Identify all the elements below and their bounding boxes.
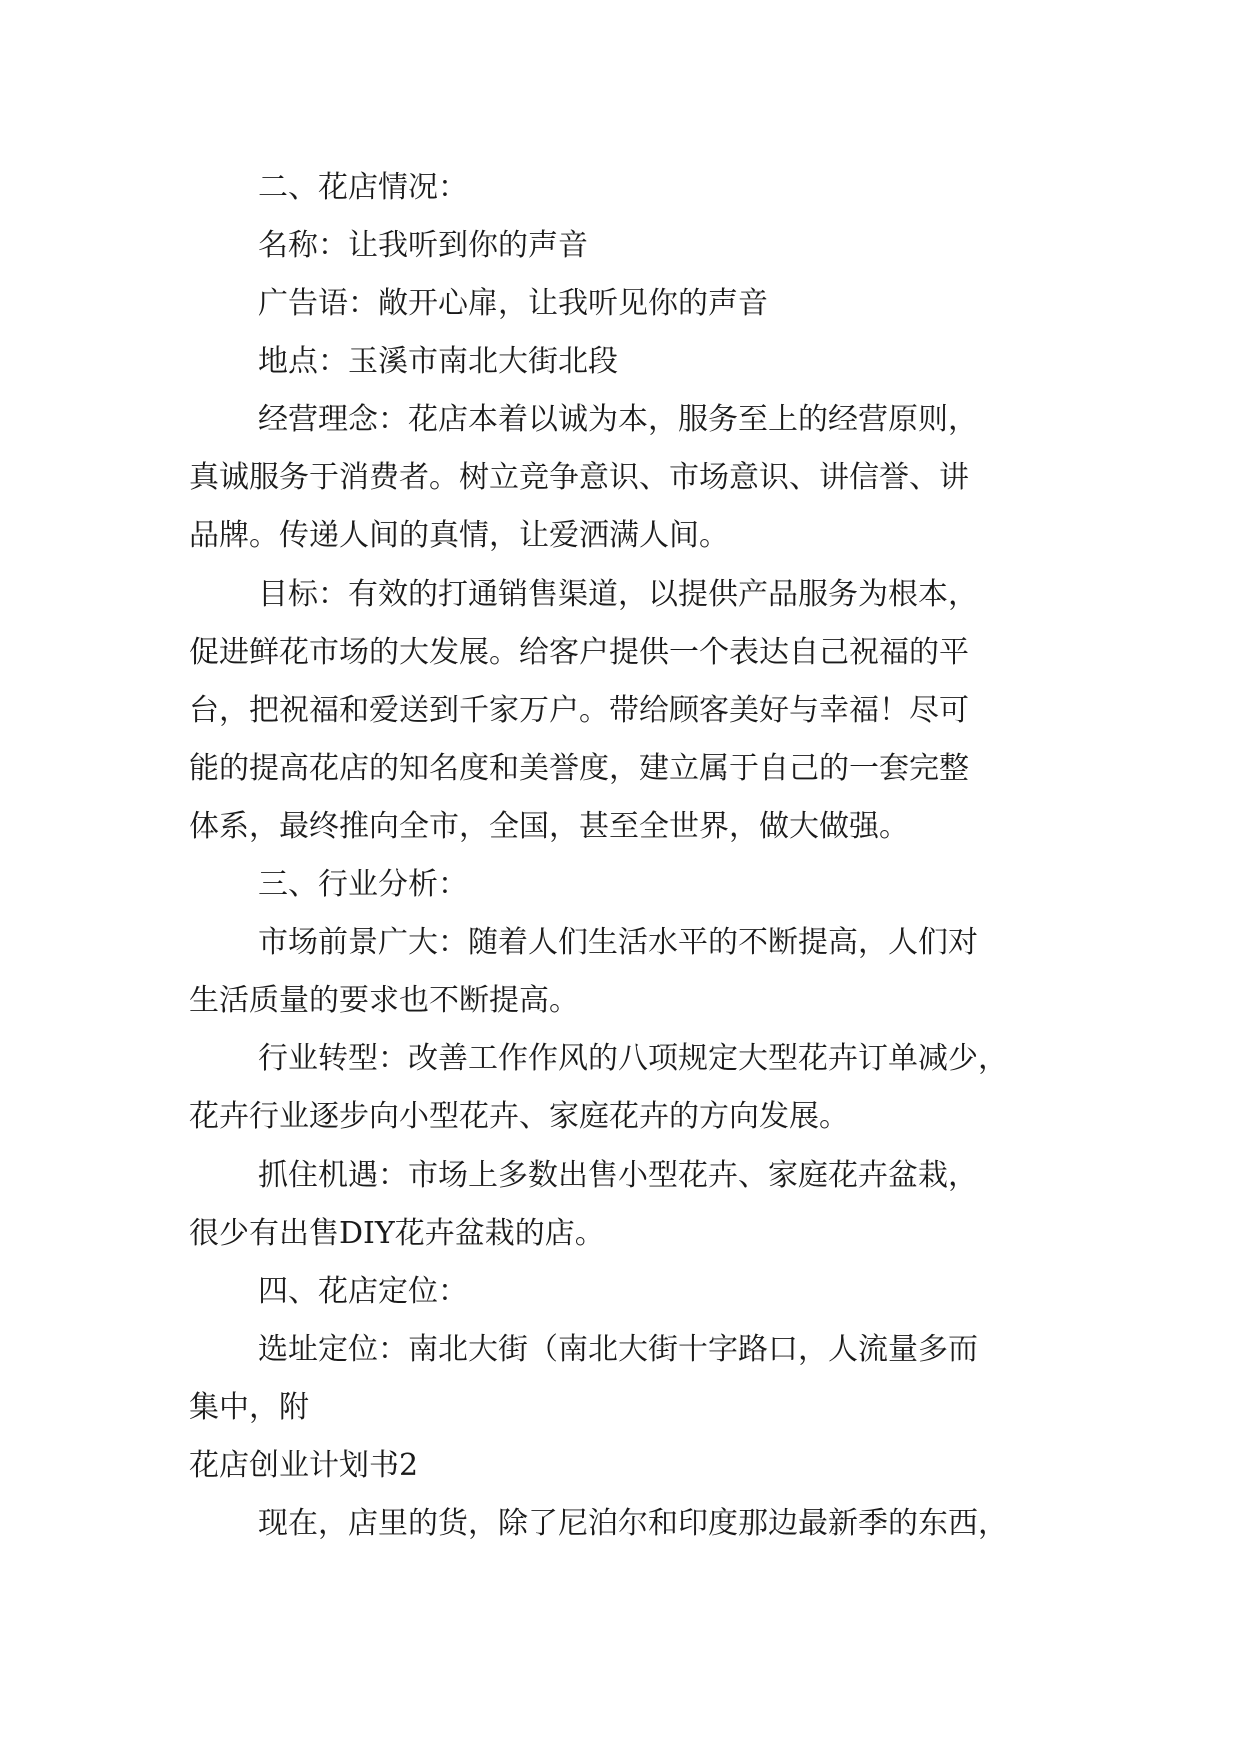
slogan-line: 广告语：敞开心扉，让我听见你的声音 <box>258 286 768 321</box>
section-heading-industry: 三、行业分析： <box>258 867 468 902</box>
industry-transition-line-1: 行业转型：改善工作作风的八项规定大型花卉订单减少， <box>258 1041 1008 1076</box>
philosophy-line-3: 品牌。传递人间的真情，让爱洒满人间。 <box>189 518 729 553</box>
goal-line-1: 目标：有效的打通销售渠道，以提供产品服务为根本， <box>258 577 978 612</box>
section-heading-shop-info: 二、花店情况： <box>258 170 468 205</box>
document-subtitle: 花店创业计划书2 <box>189 1448 419 1483</box>
opportunity-line-2: 很少有出售DIY花卉盆栽的店。 <box>189 1216 605 1251</box>
goal-line-4: 能的提高花店的知名度和美誉度，建立属于自己的一套完整 <box>189 751 969 786</box>
market-prospect-line-1: 市场前景广大：随着人们生活水平的不断提高，人们对 <box>258 925 978 960</box>
goal-line-5: 体系，最终推向全市，全国，甚至全世界，做大做强。 <box>189 809 909 844</box>
shop-name-line: 名称：让我听到你的声音 <box>258 228 588 263</box>
goal-line-3: 台，把祝福和爱送到千家万户。带给顾客美好与幸福！尽可 <box>189 693 969 728</box>
section-heading-positioning: 四、花店定位： <box>258 1274 468 1309</box>
opportunity-line-1: 抓住机遇：市场上多数出售小型花卉、家庭花卉盆栽， <box>258 1158 978 1193</box>
body-line-current-goods: 现在，店里的货，除了尼泊尔和印度那边最新季的东西， <box>258 1506 1008 1541</box>
goal-line-2: 促进鲜花市场的大发展。给客户提供一个表达自己祝福的平 <box>189 635 969 670</box>
market-prospect-line-2: 生活质量的要求也不断提高。 <box>189 983 579 1018</box>
site-selection-line-2: 集中，附 <box>189 1390 309 1425</box>
site-selection-line-1: 选址定位：南北大街（南北大街十字路口，人流量多而 <box>258 1332 978 1367</box>
location-line: 地点：玉溪市南北大街北段 <box>258 344 618 379</box>
philosophy-line-2: 真诚服务于消费者。树立竞争意识、市场意识、讲信誉、讲 <box>189 460 969 495</box>
industry-transition-line-2: 花卉行业逐步向小型花卉、家庭花卉的方向发展。 <box>189 1099 849 1134</box>
philosophy-line-1: 经营理念：花店本着以诚为本，服务至上的经营原则， <box>258 402 978 437</box>
